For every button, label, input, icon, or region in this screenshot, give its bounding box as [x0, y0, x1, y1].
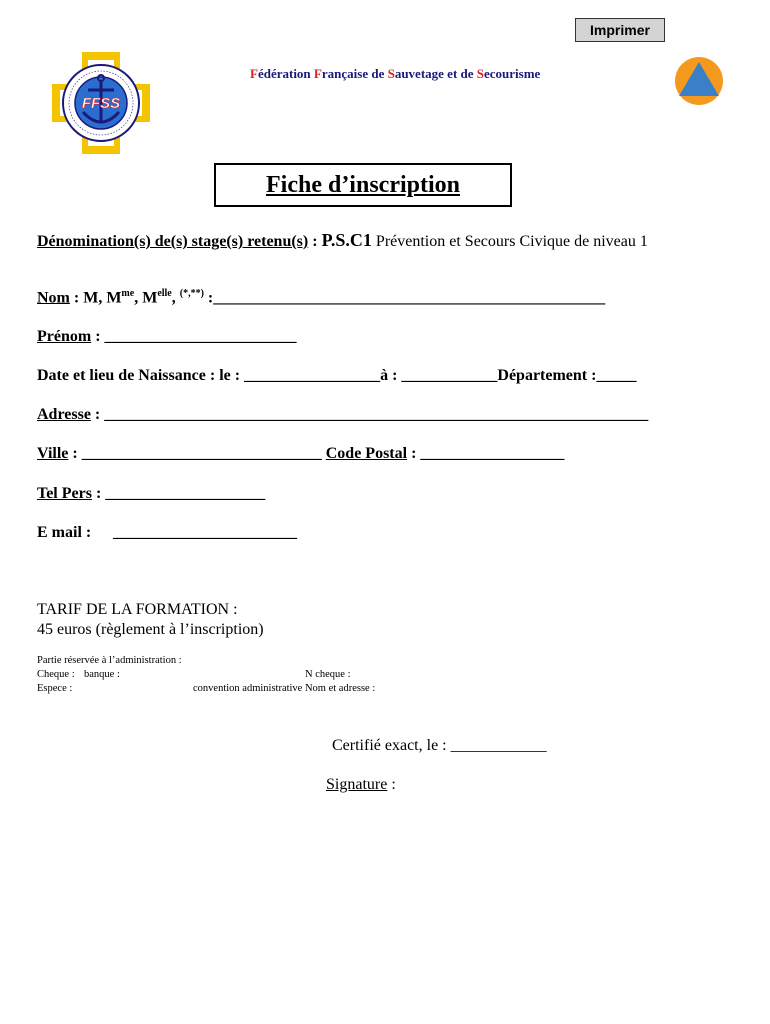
ffss-logo	[50, 50, 152, 156]
stage-line: Dénomination(s) de(s) stage(s) retenu(s) : P.S.C1 Prévention et Secours Civique de niveau 1	[37, 230, 648, 250]
admin-banque: banque :	[84, 669, 120, 680]
title-box	[214, 163, 512, 207]
tarif-heading: TARIF DE LA FORMATION :	[37, 601, 238, 618]
stage-code: P.S.C1	[321, 230, 372, 250]
page-title: Fiche d’inscription	[265, 171, 460, 198]
print-button[interactable]: Imprimer	[575, 18, 665, 42]
stage-description: Prévention et Secours Civique de niveau 1	[371, 233, 648, 250]
stage-label: Dénomination(s) de(s) stage(s) retenu(s)	[37, 233, 309, 250]
ville-field[interactable]: Ville : ______________________________ Code Postal : __________________	[37, 445, 565, 462]
signature-field[interactable]: Signature :	[326, 776, 396, 793]
federation-name: Fédération Française de Sauvetage et de Secourisme	[250, 66, 541, 81]
admin-espece: Espece :	[37, 683, 73, 694]
adresse-field[interactable]: Adresse : ____________________________________________________________________	[37, 406, 649, 423]
nom-field[interactable]: Nom : M, $M^{me}$, $M^{elle}$, (*,**) :_________________________________________________	[37, 288, 606, 307]
email-label: E mail :	[37, 524, 92, 541]
email-field[interactable]: _______________________	[113, 524, 297, 541]
prenom-field[interactable]: Prénom : ________________________	[37, 328, 297, 345]
tarif-amount: 45 euros (règlement à l’inscription)	[37, 621, 264, 638]
civil-protection-logo	[669, 56, 729, 106]
admin-convention: convention administrative Nom et adresse :	[193, 683, 376, 694]
code-postal-label: Code Postal	[325, 445, 408, 462]
admin-heading: Partie réservée à l’administration :	[37, 655, 182, 666]
naissance-field[interactable]: Date et lieu de Naissance : le : _________________à : ____________Département :_____	[37, 367, 637, 384]
certifie-field[interactable]: Certifié exact, le : ____________	[332, 737, 547, 754]
ffss-logo-text: FFSS	[81, 95, 121, 112]
tel-field[interactable]: Tel Pers : ____________________	[37, 485, 266, 502]
admin-n-cheque: N cheque :	[305, 669, 351, 680]
code-postal-field: : __________________	[407, 445, 565, 462]
admin-cheque: Cheque :	[37, 669, 75, 680]
